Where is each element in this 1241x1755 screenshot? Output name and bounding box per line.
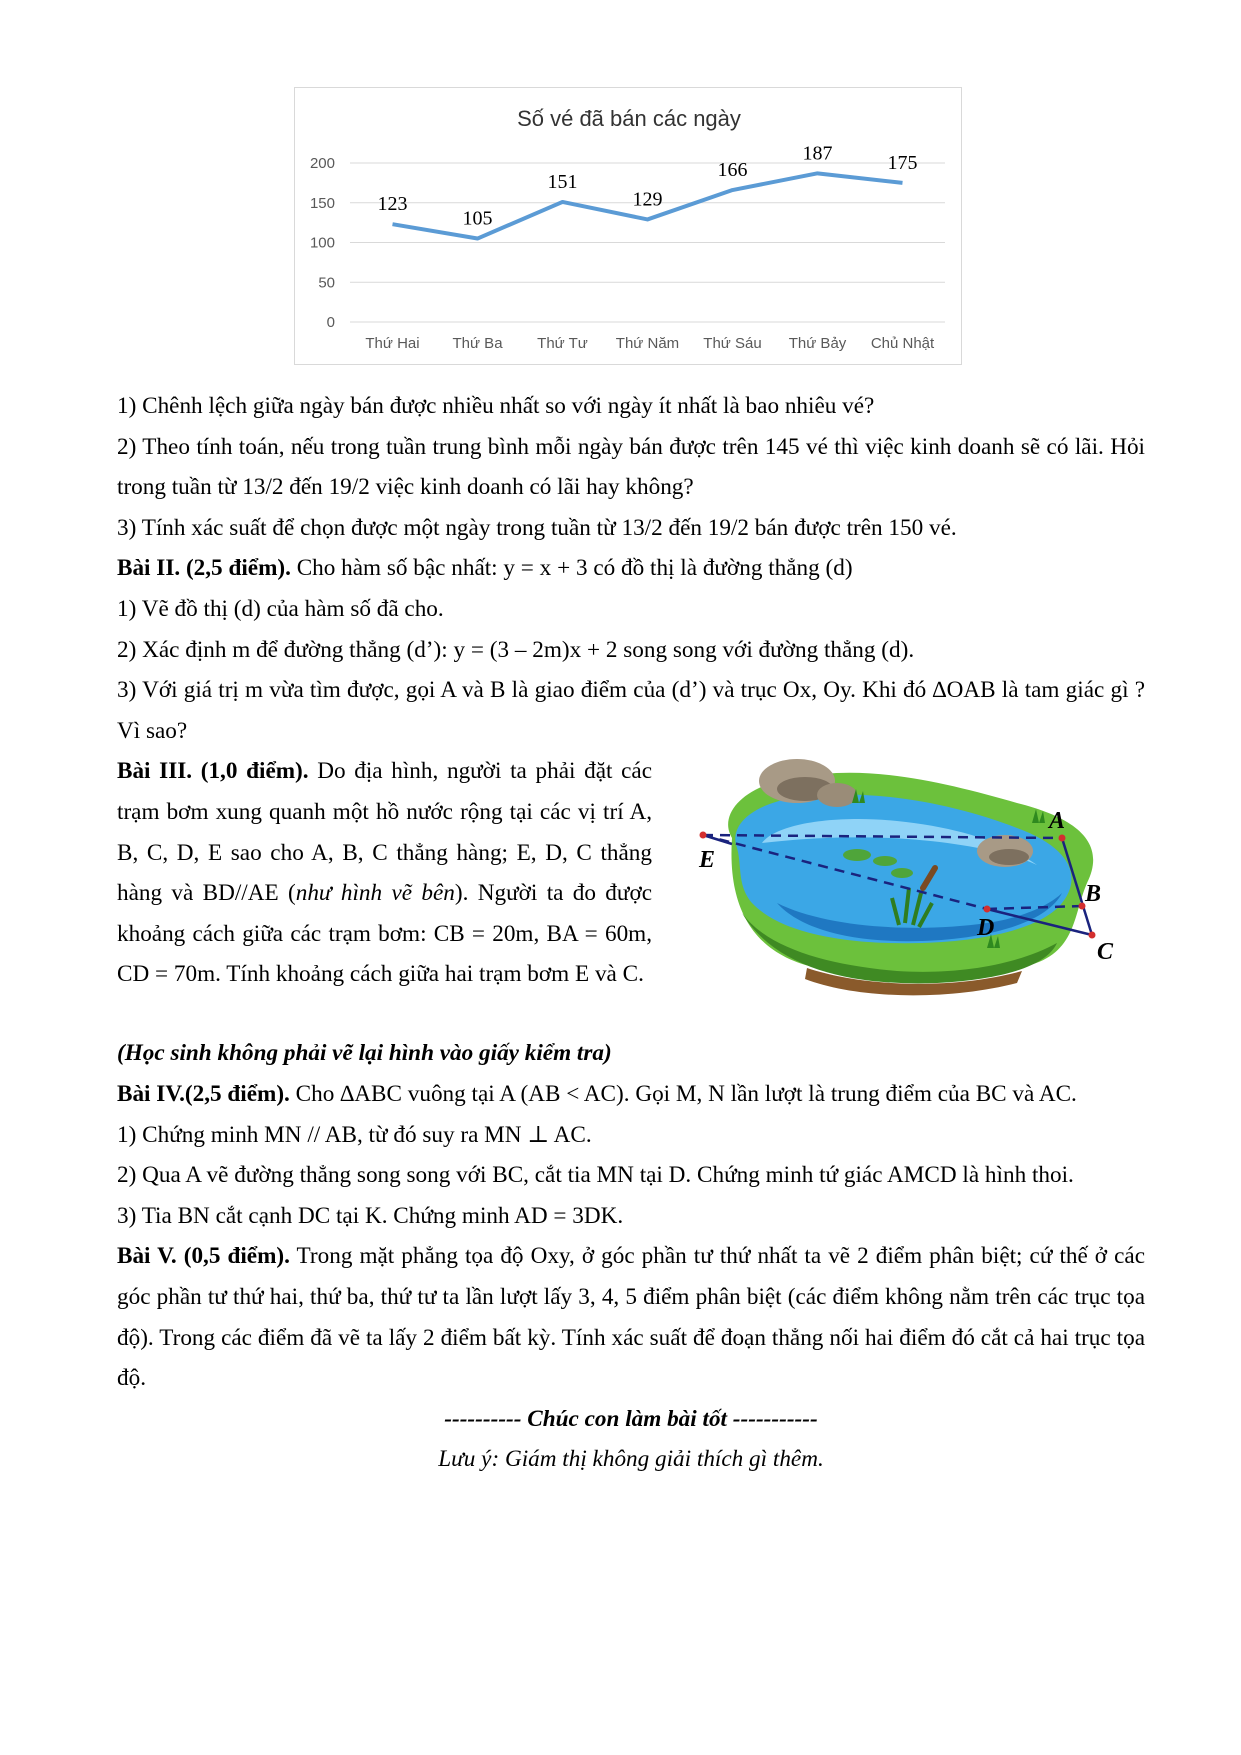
exam-content — [117, 386, 1145, 1480]
pond-illustration — [687, 743, 1147, 1018]
bai3-note: (Học sinh không phải vẽ lại hình vào giấy kiểm tra) — [117, 1040, 612, 1067]
x-tick-label: Thứ Ba — [452, 335, 503, 352]
footer-note: Lưu ý: Giám thị không giải thích gì thêm. — [438, 1446, 824, 1473]
bai2-question-1: 1) Vẽ đồ thị (d) của hàm số đã cho. — [117, 595, 444, 622]
bai4-heading — [117, 1074, 1145, 1115]
part1-question-3: 3) Tính xác suất để chọn được một ngày trong tuần từ 13/2 đến 19/2 bán được trên 150 vé. — [117, 514, 957, 541]
bai3-text-column — [117, 751, 652, 995]
bai3-title: Bài III. (1,0 điểm). — [117, 758, 309, 785]
y-tick-label: 150 — [309, 194, 335, 212]
ticket-sales-chart — [294, 87, 962, 365]
point-C — [1089, 932, 1096, 939]
bai4-question-1: 1) Chứng minh MN // AB, từ đó suy ra MN ⊥ AC. — [117, 1121, 592, 1148]
point-E — [700, 832, 707, 839]
footer-wish: ---------- Chúc con làm bài tốt ----------- — [444, 1405, 818, 1432]
bai5-text: Trong mặt phẳng tọa độ Oxy, ở góc phần tư thứ nhất ta vẽ 2 điểm phân biệt; cứ thế ở các góc phần tư thứ hai, thứ ba, thứ tư ta lần lượt lấy 3, 4, 5 điểm phân biệt (các điểm không nằm trên các trục tọa độ). Trong các điểm đã vẽ ta lấy 2 điểm bất kỳ. Tính xác suất để đoạn thẳng nối hai điểm đó cắt cả hai trục tọa độ. — [117, 1243, 1145, 1392]
bai3-section — [117, 751, 1145, 1033]
bai4-question-2: 2) Qua A vẽ đường thẳng song song với BC, cắt tia MN tại D. Chứng minh tứ giác AMCD là hình thoi. — [117, 1162, 1074, 1189]
part1-question-1: 1) Chênh lệch giữa ngày bán được nhiều nhất so với ngày ít nhất là bao nhiêu vé? — [117, 393, 875, 419]
label-A: A — [1049, 808, 1066, 835]
label-B: B — [1085, 881, 1102, 908]
bai3-text-a: Do địa hình, người ta phải đặt các trạm bơm xung quanh một hồ nước rộng tại các vị trí A, B, C, D, E sao cho A, B, C thẳng hàng; E, D, C thẳng hàng và BD//AE ( — [117, 758, 652, 907]
bai3-text-b: ). Người ta đo được khoảng cách giữa các trạm bơm: CB = 20m, BA = 60m, CD = 70m. Tính khoảng cách giữa hai trạm bơm E và C. — [117, 880, 653, 988]
bai2-question-3: 3) Với giá trị m vừa tìm được, gọi A và B là giao điểm của (d’) và trục Ox, Oy. Khi đó ∆OAB là tam giác gì ? Vì sao? — [117, 677, 1145, 744]
bai2-intro: Cho hàm số bậc nhất: y = x + 3 có đồ thị là đường thẳng (d) — [290, 555, 853, 582]
data-label: 175 — [887, 151, 918, 174]
x-tick-label: Thứ Hai — [365, 335, 420, 352]
bai3-text-italic: như hình vẽ bên — [295, 880, 455, 907]
lily-pad-1 — [843, 849, 871, 861]
y-tick-label: 0 — [326, 314, 335, 331]
point-D — [984, 906, 991, 913]
data-label: 166 — [717, 159, 748, 182]
x-tick-label: Thứ Năm — [615, 335, 680, 352]
bai4-intro: Cho ∆ABC vuông tại A (AB < AC). Gọi M, N lần lượt là trung điểm của BC và AC. — [289, 1080, 1077, 1107]
bai2-title: Bài II. (2,5 điểm). — [117, 555, 291, 582]
data-label: 123 — [377, 193, 408, 216]
bai3-problem — [117, 751, 652, 995]
x-tick-label: Chủ Nhật — [870, 335, 935, 352]
x-tick-label: Thứ Sáu — [703, 335, 762, 352]
y-tick-label: 50 — [318, 274, 335, 292]
lily-pad-3 — [891, 868, 913, 878]
chart-canvas — [295, 88, 963, 366]
chart-title: Số vé đã bán các ngày — [517, 106, 741, 131]
y-tick-label: 200 — [309, 155, 335, 172]
data-label: 129 — [632, 188, 663, 211]
lily-pad-2 — [873, 856, 897, 866]
point-A — [1059, 835, 1066, 842]
x-tick-label: Thứ Tư — [537, 335, 588, 352]
rock-2 — [817, 783, 857, 807]
y-tick-label: 100 — [309, 234, 335, 252]
rock-3-shade — [989, 849, 1029, 865]
bai5-problem — [117, 1236, 1145, 1398]
label-C: C — [1097, 939, 1114, 966]
bai4-question-3: 3) Tia BN cắt cạnh DC tại K. Chứng minh AD = 3DK. — [117, 1202, 624, 1229]
data-label: 105 — [462, 207, 493, 230]
bai4-title: Bài IV.(2,5 điểm). — [117, 1080, 290, 1107]
data-label: 187 — [802, 142, 833, 165]
data-label: 151 — [547, 170, 578, 193]
bai2-question-2: 2) Xác định m để đường thẳng (d’): y = (3 – 2m)x + 2 song song với đường thẳng (d). — [117, 636, 915, 663]
bai5-title: Bài V. (0,5 điểm). — [117, 1243, 290, 1270]
bai2-heading — [117, 548, 1145, 589]
x-tick-label: Thứ Bảy — [788, 335, 847, 352]
label-E: E — [699, 847, 716, 874]
label-D: D — [977, 915, 995, 942]
part1-question-2: 2) Theo tính toán, nếu trong tuần trung bình mỗi ngày bán được trên 145 vé thì việc kinh doanh sẽ có lãi. Hỏi trong tuần từ 13/2 đến 19/2 việc kinh doanh có lãi hay không? — [117, 433, 1145, 501]
